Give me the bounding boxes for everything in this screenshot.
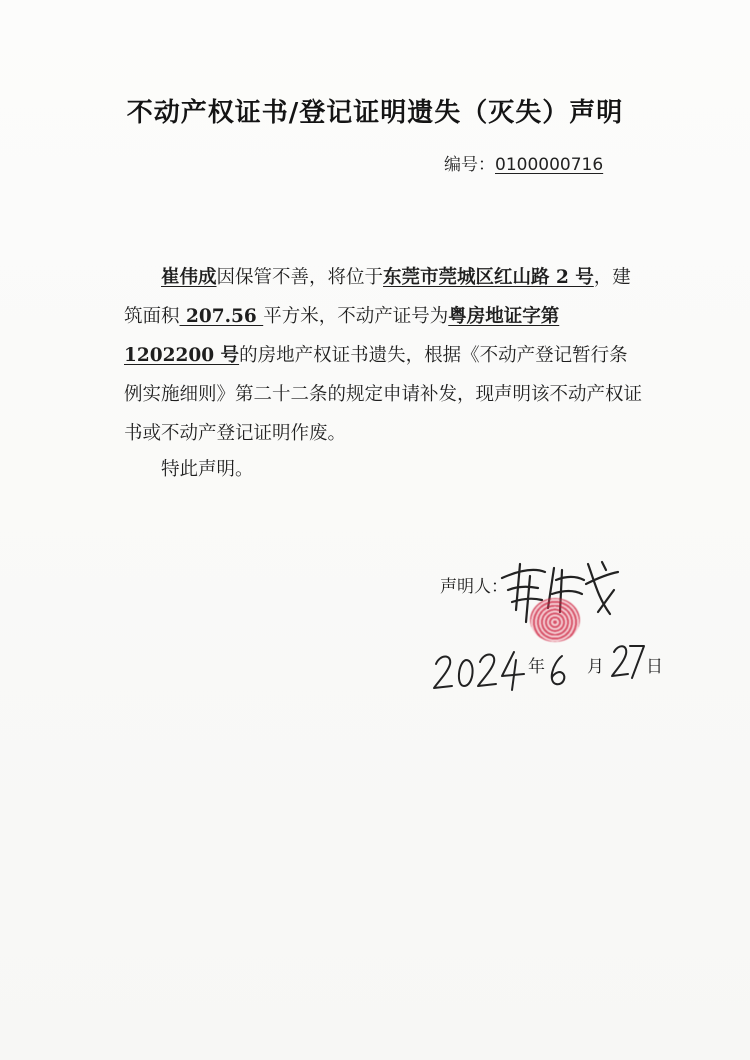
serial-number [444, 150, 603, 175]
serial-value: 0100000716 [495, 155, 604, 175]
declarant-label: 声明人： [440, 577, 508, 597]
statement-paragraph [124, 258, 644, 453]
body-text-2: ，建筑面积 [124, 267, 631, 327]
body-text-1: 因保管不善，将位于 [216, 267, 384, 288]
certificate-number: 粤房地证字第 1202200 号 [124, 306, 560, 366]
year-unit: 年 [528, 657, 545, 677]
document-title: 不动产权证书/登记证明遗失（灭失）声明 [126, 98, 624, 128]
month-unit: 月 [587, 657, 604, 677]
closing-remark: 特此声明。 [161, 459, 254, 480]
body-text-3: 平方米，不动产证号为 [263, 306, 449, 327]
day-unit: 日 [646, 657, 663, 677]
statement-body [124, 258, 644, 453]
property-address: 东莞市莞城区红山路 2 号 [383, 267, 594, 288]
handwritten-date [428, 630, 668, 700]
body-text-4: 的房地产权证书遗失，根据《不动产登记暂行条例实施细则》第二十二条的规定申请补发，现声明该不动产权证书或不动产登记证明作废。 [124, 345, 643, 444]
serial-label: 编号： [444, 155, 495, 175]
building-area: 207.56 [179, 306, 264, 327]
owner-name: 崔伟成 [161, 267, 217, 288]
